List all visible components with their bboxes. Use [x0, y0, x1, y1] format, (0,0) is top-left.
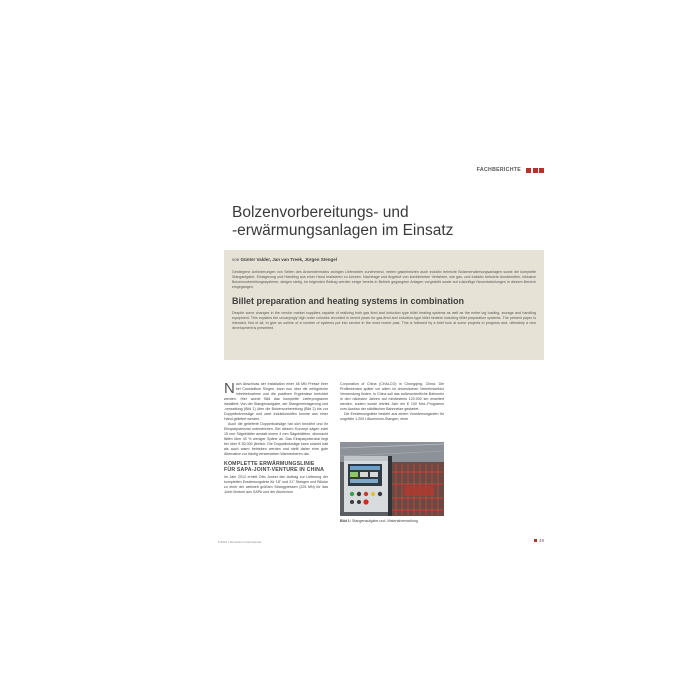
author-line — [232, 257, 536, 262]
page-number: 49 — [538, 538, 544, 543]
caption-label: Bild 1: — [340, 519, 351, 523]
marker-square — [539, 168, 544, 173]
drop-cap: N — [224, 380, 235, 397]
section-marker-boxes — [526, 168, 544, 173]
body-paragraph: Corporation of China (CHALCO) in Chongqing, China. Die Profilewerden später vor allem im chinesischen Verkehrssektor Verwendung finden. In China soll das außerordentliche Bahnnetz in den nächsten Jahren auf mindestens 120.000 km erweitert werden, zudem wurde letztes Jahr ein € 100 Mrd.-Programm zum Ausbau der städtischen Bahnnetze gestartet. — [340, 382, 444, 411]
body-paragraph: Im Jahr 2012 erhielt Otto Junker den Auftrag zur Lieferung der kompletten Erwärmungslinie für 18" und 21" Stangen und Blöcke zu einer der weltweit größten Strangpressen (225 MN) für das Joint-Venture aus SAPA und der Aluminium — [224, 475, 328, 494]
body-column-right — [340, 382, 444, 422]
caption-text: Stangenaufgabe und -Materialverwaltung — [350, 519, 418, 523]
abstract-german: Gestiegene Anforderungen von Seiten des Anwendermarks zwingen Lieferanten zunehmend, neben gasbeheizten auch induktiv beheizte Bolzenerwärmungsanlagen sowie die komplette Stangaufgabe, Einlagerung und Handling aus einer Hand realisieren zu können. Nachfrage und Angebot von kombinierten Verfahren, wie gas- und induktiv beheizte Anwärmöfen, inklusive Bolzenvorbereitungssysteme, steigen stetig. Im folgenden Beitrag werden einige bereits in Betrieb gegangene Anlagen vorgestellt sowie auf zukünftige Neuentwicklungen in diesem Bereich eingegangen. — [232, 270, 536, 289]
body-paragraph: Auch die gelieferte Doppelbolzsäge hat sich bewährt und ihr Einsparpotenzial unterstrichen. Bei diesem Konzept sägen zwei 15 mm Sägeblätter anstatt einem 4 mm Sägeblättern, dimmacht fällen über 40 % weniger Späne an. Das Einsparpotenzial liegt bei über € 50.000 jährlich. Die Doppelbolzsäge kann sowohl kalt als auch warm betrieben werden und stellt daher eine gute Alternative zur häufig verwendeten Warmscheren dar. — [224, 422, 328, 456]
body-paragraph: ach Abschluss der Installation einer 48 MN Presse ihrer bei Constellium Singen, kann nun über die erfolgreiche Inbetriebnahme und die positiven Ergebnisse berichtet werden. Hier wurde Bild das komplette Lieferprogramm installiert: Von der Stangenaufgabe, der Stangeneinlagerung und -verwaltung (Bild 1) über die Bolzenvorbereitung (Bild 2) bis zur Doppelbolzensäge und zwei Induktionsöfen konnte aus einer Hand geliefert werden. — [224, 382, 328, 421]
authors-names: Günter Valder, Jan van Treek, Jürgen Stengel — [240, 257, 338, 262]
figure-caption — [340, 519, 444, 523]
footer-page — [534, 538, 544, 543]
subheading — [224, 461, 328, 473]
figure-photo — [340, 442, 444, 516]
section-tag — [477, 167, 544, 173]
abstract-english: Despite some changes in the vendor market suppliers capable of realizing both gas fired and induction type billet heating systems as well as the entire log loading, storage and handling equipment. This explains the unvaryingly high order volumes recorded in recent years for gas-fired and induction-type billet heaters including billet preparation systems. The present paper is intended, first of all, to give an outline of a number of systems put into service in the most recent past. This is followed by a brief look at some projects in progress and, ultimately a new development is presented. — [232, 311, 536, 330]
marker-square — [526, 168, 531, 173]
subheading-line-2: FÜR SAPA-JOINT-VENTURE IN CHINA — [224, 467, 325, 473]
marker-square — [533, 168, 538, 173]
section-label: FACHBERICHTE — [476, 167, 521, 173]
abstract-box — [224, 250, 544, 360]
body-column-left — [224, 382, 328, 495]
subheading-line-1: KOMPLETTE ERWÄRMUNGSLINIE — [224, 461, 315, 467]
page-marker-square — [534, 539, 537, 542]
body-paragraph: Die Erwärmungslinie besteht aus einem Vorwärmungsofen für ungefähr 1.200 t Aluminium-Stangen, einer — [340, 412, 444, 421]
authors-prefix: von — [232, 257, 241, 262]
article-title — [232, 204, 542, 240]
title-line-1: Bolzenvorbereitungs- und — [232, 204, 409, 221]
magazine-page — [158, 140, 544, 560]
footer-publication: 5-2014 | Aluminium International — [218, 540, 261, 544]
control-panel-photo — [340, 442, 444, 516]
title-line-2: -erwärmungsanlagen im Einsatz — [232, 222, 454, 239]
english-heading: Billet preparation and heating systems in combination — [232, 296, 465, 306]
